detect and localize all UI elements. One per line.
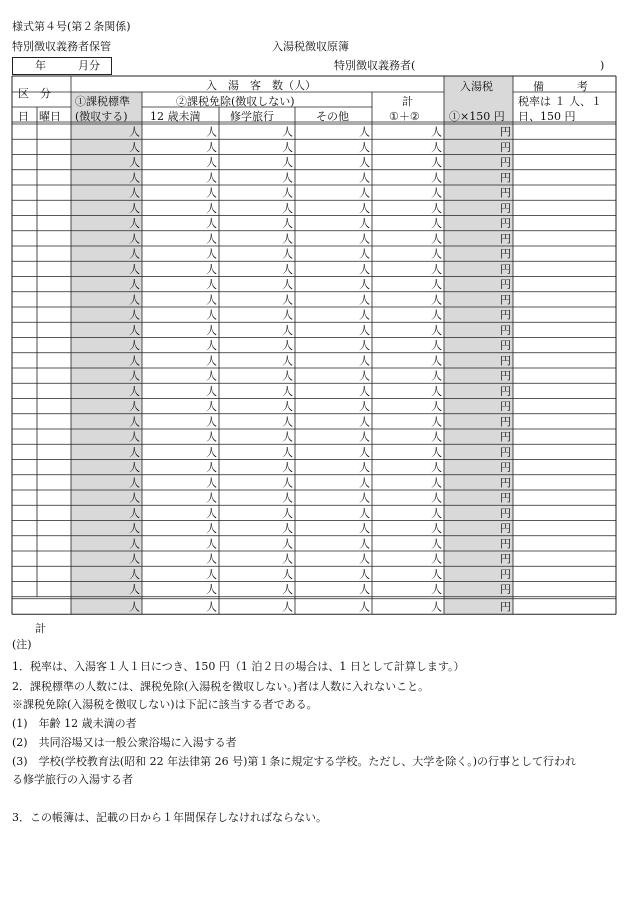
unit-person-label: 人 xyxy=(282,186,293,200)
note-exempt-intro: ※課税免除(入湯税を徴収しない)は下記に該当する者である。 xyxy=(12,698,318,711)
unit-person-label: 人 xyxy=(359,522,370,535)
unit-yen-label: 円 xyxy=(500,171,511,185)
unit-yen-label: 円 xyxy=(500,583,511,596)
unit-person-label: 人 xyxy=(206,247,217,261)
unit-yen-label: 円 xyxy=(500,140,511,154)
unit-person-label: 人 xyxy=(129,506,140,520)
unit-person-label: 人 xyxy=(129,217,140,230)
header-tax: 入湯税 xyxy=(460,80,493,93)
unit-person-label: 人 xyxy=(431,125,442,139)
unit-person-label: 人 xyxy=(282,247,293,261)
unit-person-label: 人 xyxy=(359,217,370,230)
unit-person-label: 人 xyxy=(431,232,442,246)
unit-person-label: 人 xyxy=(431,537,442,551)
unit-person-label: 人 xyxy=(206,323,217,337)
header-remarks-note-1: 税率は １ 人、１ xyxy=(518,95,602,108)
period-month-label: 月分 xyxy=(78,59,100,72)
exempt-item-1: (1) 年齢 12 歳未満の者 xyxy=(12,717,137,730)
total-unit-person-label: 人 xyxy=(206,600,217,614)
unit-yen-label: 円 xyxy=(500,217,511,230)
unit-person-label: 人 xyxy=(282,567,293,581)
unit-person-label: 人 xyxy=(206,156,217,169)
unit-person-label: 人 xyxy=(206,217,217,230)
unit-person-label: 人 xyxy=(129,567,140,581)
unit-person-label: 人 xyxy=(359,278,370,291)
unit-person-label: 人 xyxy=(359,583,370,596)
unit-person-label: 人 xyxy=(431,491,442,505)
unit-person-label: 人 xyxy=(359,400,370,413)
unit-person-label: 人 xyxy=(206,430,217,444)
unit-person-label: 人 xyxy=(129,293,140,307)
unit-person-label: 人 xyxy=(129,522,140,535)
unit-person-label: 人 xyxy=(431,415,442,429)
unit-person-label: 人 xyxy=(129,461,140,474)
unit-person-label: 人 xyxy=(129,186,140,200)
unit-person-label: 人 xyxy=(129,583,140,596)
unit-person-label: 人 xyxy=(129,384,140,398)
unit-person-label: 人 xyxy=(206,384,217,398)
unit-person-label: 人 xyxy=(129,171,140,185)
unit-person-label: 人 xyxy=(206,583,217,596)
unit-person-label: 人 xyxy=(282,400,293,413)
unit-person-label: 人 xyxy=(129,323,140,337)
total-unit-yen-label: 円 xyxy=(500,600,511,614)
unit-person-label: 人 xyxy=(206,140,217,154)
unit-person-label: 人 xyxy=(282,506,293,520)
header-under12: 12 歳未満 xyxy=(150,110,201,123)
unit-person-label: 人 xyxy=(129,201,140,215)
exempt-item-2: (2) 共同浴場又は一般公衆浴場に入湯する者 xyxy=(12,736,237,749)
unit-person-label: 人 xyxy=(359,262,370,276)
note-2: 2．課税標準の人数には、課税免除(入湯税を徴収しない。)者は人数に入れないこと。 xyxy=(12,680,430,693)
unit-person-label: 人 xyxy=(282,537,293,551)
unit-yen-label: 円 xyxy=(500,552,511,566)
unit-person-label: 人 xyxy=(431,293,442,307)
unit-person-label: 人 xyxy=(129,369,140,383)
unit-person-label: 人 xyxy=(282,262,293,276)
unit-person-label: 人 xyxy=(129,308,140,322)
unit-person-label: 人 xyxy=(359,430,370,444)
unit-person-label: 人 xyxy=(431,354,442,368)
unit-yen-label: 円 xyxy=(500,491,511,505)
unit-person-label: 人 xyxy=(359,323,370,337)
unit-person-label: 人 xyxy=(359,201,370,215)
unit-yen-label: 円 xyxy=(500,278,511,291)
unit-person-label: 人 xyxy=(359,293,370,307)
unit-person-label: 人 xyxy=(206,201,217,215)
keeper-label: 特別徴収義務者保管 xyxy=(12,40,111,53)
unit-person-label: 人 xyxy=(206,476,217,490)
unit-person-label: 人 xyxy=(129,125,140,139)
unit-person-label: 人 xyxy=(359,247,370,261)
unit-person-label: 人 xyxy=(206,354,217,368)
unit-person-label: 人 xyxy=(129,430,140,444)
unit-yen-label: 円 xyxy=(500,384,511,398)
header-remarks-note-2: 日、150 円 xyxy=(518,110,576,123)
unit-person-label: 人 xyxy=(359,384,370,398)
unit-person-label: 人 xyxy=(282,293,293,307)
unit-person-label: 人 xyxy=(359,125,370,139)
unit-person-label: 人 xyxy=(359,537,370,551)
unit-person-label: 人 xyxy=(129,415,140,429)
unit-person-label: 人 xyxy=(282,339,293,352)
unit-person-label: 人 xyxy=(206,125,217,139)
unit-person-label: 人 xyxy=(206,339,217,352)
unit-person-label: 人 xyxy=(282,583,293,596)
unit-person-label: 人 xyxy=(282,323,293,337)
unit-person-label: 人 xyxy=(431,140,442,154)
header-taxable: ①課税標準 xyxy=(75,95,130,108)
unit-person-label: 人 xyxy=(282,415,293,429)
unit-yen-label: 円 xyxy=(500,156,511,169)
exempt-item-3-line-1: (3) 学校(学校教育法(昭和 22 年法律第 26 号)第１条に規定する学校。ただし、大学を除く。)の行事として行われ xyxy=(12,755,577,768)
header-school-trip: 修学旅行 xyxy=(230,110,274,123)
unit-person-label: 人 xyxy=(129,445,140,459)
total-unit-person-label: 人 xyxy=(129,600,140,614)
unit-person-label: 人 xyxy=(431,461,442,474)
unit-person-label: 人 xyxy=(431,567,442,581)
unit-yen-label: 円 xyxy=(500,476,511,490)
unit-person-label: 人 xyxy=(431,369,442,383)
unit-person-label: 人 xyxy=(282,354,293,368)
unit-person-label: 人 xyxy=(431,400,442,413)
unit-person-label: 人 xyxy=(359,445,370,459)
unit-person-label: 人 xyxy=(206,186,217,200)
unit-person-label: 人 xyxy=(431,323,442,337)
unit-person-label: 人 xyxy=(359,140,370,154)
unit-person-label: 人 xyxy=(206,369,217,383)
unit-person-label: 人 xyxy=(282,491,293,505)
unit-person-label: 人 xyxy=(359,232,370,246)
unit-person-label: 人 xyxy=(282,476,293,490)
unit-person-label: 人 xyxy=(359,339,370,352)
unit-person-label: 人 xyxy=(206,308,217,322)
unit-yen-label: 円 xyxy=(500,567,511,581)
unit-yen-label: 円 xyxy=(500,354,511,368)
header-total: 計 xyxy=(402,95,413,108)
unit-yen-label: 円 xyxy=(500,339,511,352)
unit-person-label: 人 xyxy=(206,293,217,307)
obligor-close: ) xyxy=(600,59,605,72)
unit-person-label: 人 xyxy=(129,232,140,246)
unit-yen-label: 円 xyxy=(500,369,511,383)
unit-person-label: 人 xyxy=(282,522,293,535)
unit-yen-label: 円 xyxy=(500,430,511,444)
unit-person-label: 人 xyxy=(431,201,442,215)
unit-person-label: 人 xyxy=(431,339,442,352)
header-kubun: 区 分 xyxy=(18,87,51,100)
unit-person-label: 人 xyxy=(431,217,442,230)
unit-person-label: 人 xyxy=(431,506,442,520)
unit-person-label: 人 xyxy=(359,476,370,490)
unit-person-label: 人 xyxy=(206,400,217,413)
unit-person-label: 人 xyxy=(129,354,140,368)
header-day: 日 xyxy=(18,110,29,123)
unit-person-label: 人 xyxy=(206,445,217,459)
unit-person-label: 人 xyxy=(431,430,442,444)
unit-person-label: 人 xyxy=(431,278,442,291)
unit-person-label: 人 xyxy=(282,369,293,383)
unit-person-label: 人 xyxy=(431,247,442,261)
unit-person-label: 人 xyxy=(282,140,293,154)
header-remarks: 備 考 xyxy=(533,80,588,93)
unit-person-label: 人 xyxy=(359,415,370,429)
note-1: 1．税率は、入湯客１人１日につき、150 円（1 泊２日の場合は、1 日として計算します。） xyxy=(12,660,465,673)
note-3: 3．この帳簿は、記載の日から１年間保存しなければならない。 xyxy=(12,811,327,824)
unit-person-label: 人 xyxy=(129,339,140,352)
unit-person-label: 人 xyxy=(206,262,217,276)
unit-person-label: 人 xyxy=(431,476,442,490)
unit-person-label: 人 xyxy=(129,140,140,154)
unit-yen-label: 円 xyxy=(500,415,511,429)
unit-person-label: 人 xyxy=(359,506,370,520)
notes-heading: (注) xyxy=(12,638,32,651)
unit-person-label: 人 xyxy=(282,430,293,444)
unit-yen-label: 円 xyxy=(500,308,511,322)
header-other: その他 xyxy=(316,110,349,123)
unit-person-label: 人 xyxy=(282,552,293,566)
unit-person-label: 人 xyxy=(282,232,293,246)
unit-yen-label: 円 xyxy=(500,125,511,139)
unit-person-label: 人 xyxy=(431,308,442,322)
unit-person-label: 人 xyxy=(431,583,442,596)
unit-person-label: 人 xyxy=(359,491,370,505)
unit-person-label: 人 xyxy=(129,156,140,169)
total-unit-person-label: 人 xyxy=(431,600,442,614)
unit-person-label: 人 xyxy=(282,156,293,169)
unit-person-label: 人 xyxy=(282,384,293,398)
unit-person-label: 人 xyxy=(359,369,370,383)
unit-person-label: 人 xyxy=(206,232,217,246)
unit-yen-label: 円 xyxy=(500,522,511,535)
unit-person-label: 人 xyxy=(359,308,370,322)
unit-person-label: 人 xyxy=(282,171,293,185)
unit-person-label: 人 xyxy=(129,262,140,276)
obligor-label: 特別徴収義務者( xyxy=(334,59,416,72)
unit-person-label: 人 xyxy=(359,156,370,169)
period-year-label: 年 xyxy=(35,59,46,72)
header-taxable-sub: (徴収する) xyxy=(75,110,128,123)
unit-person-label: 人 xyxy=(282,445,293,459)
unit-person-label: 人 xyxy=(129,247,140,261)
unit-person-label: 人 xyxy=(359,171,370,185)
unit-person-label: 人 xyxy=(206,537,217,551)
unit-person-label: 人 xyxy=(431,156,442,169)
unit-person-label: 人 xyxy=(206,522,217,535)
unit-person-label: 人 xyxy=(129,400,140,413)
unit-person-label: 人 xyxy=(359,354,370,368)
form-number-label: 様式第４号(第２条関係) xyxy=(12,20,131,33)
total-unit-person-label: 人 xyxy=(359,600,370,614)
unit-person-label: 人 xyxy=(282,461,293,474)
unit-person-label: 人 xyxy=(431,384,442,398)
unit-person-label: 人 xyxy=(431,552,442,566)
unit-person-label: 人 xyxy=(129,491,140,505)
unit-yen-label: 円 xyxy=(500,445,511,459)
unit-person-label: 人 xyxy=(206,567,217,581)
unit-yen-label: 円 xyxy=(500,201,511,215)
unit-person-label: 人 xyxy=(129,476,140,490)
unit-person-label: 人 xyxy=(359,186,370,200)
unit-person-label: 人 xyxy=(129,552,140,566)
unit-person-label: 人 xyxy=(206,552,217,566)
unit-yen-label: 円 xyxy=(500,186,511,200)
unit-person-label: 人 xyxy=(206,415,217,429)
unit-yen-label: 円 xyxy=(500,400,511,413)
unit-yen-label: 円 xyxy=(500,247,511,261)
unit-person-label: 人 xyxy=(282,308,293,322)
unit-person-label: 人 xyxy=(206,278,217,291)
unit-person-label: 人 xyxy=(206,491,217,505)
unit-person-label: 人 xyxy=(206,171,217,185)
unit-yen-label: 円 xyxy=(500,323,511,337)
unit-person-label: 人 xyxy=(206,506,217,520)
unit-yen-label: 円 xyxy=(500,537,511,551)
unit-person-label: 人 xyxy=(359,552,370,566)
unit-person-label: 人 xyxy=(431,171,442,185)
unit-person-label: 人 xyxy=(129,537,140,551)
header-tax-formula: ①×150 円 xyxy=(449,110,505,123)
unit-person-label: 人 xyxy=(359,461,370,474)
unit-person-label: 人 xyxy=(431,262,442,276)
unit-person-label: 人 xyxy=(282,125,293,139)
unit-yen-label: 円 xyxy=(500,232,511,246)
header-weekday: 曜日 xyxy=(39,110,61,123)
unit-person-label: 人 xyxy=(206,461,217,474)
unit-person-label: 人 xyxy=(431,522,442,535)
total-unit-person-label: 人 xyxy=(282,600,293,614)
unit-person-label: 人 xyxy=(431,186,442,200)
unit-yen-label: 円 xyxy=(500,293,511,307)
unit-person-label: 人 xyxy=(359,567,370,581)
header-guest-count: 入 湯 客 数（人） xyxy=(206,79,316,92)
exempt-item-3-line-2: る修学旅行の入湯する者 xyxy=(12,773,133,786)
unit-person-label: 人 xyxy=(431,445,442,459)
header-total-formula: ①＋② xyxy=(389,110,420,123)
unit-person-label: 人 xyxy=(129,278,140,291)
unit-yen-label: 円 xyxy=(500,461,511,474)
unit-yen-label: 円 xyxy=(500,506,511,520)
unit-person-label: 人 xyxy=(282,278,293,291)
unit-person-label: 人 xyxy=(282,201,293,215)
header-exempt: ②課税免除(徴収しない) xyxy=(176,95,295,108)
unit-yen-label: 円 xyxy=(500,262,511,276)
unit-person-label: 人 xyxy=(282,217,293,230)
document-title: 入湯税徴収原簿 xyxy=(272,40,349,53)
total-row-label: 計 xyxy=(35,622,46,635)
